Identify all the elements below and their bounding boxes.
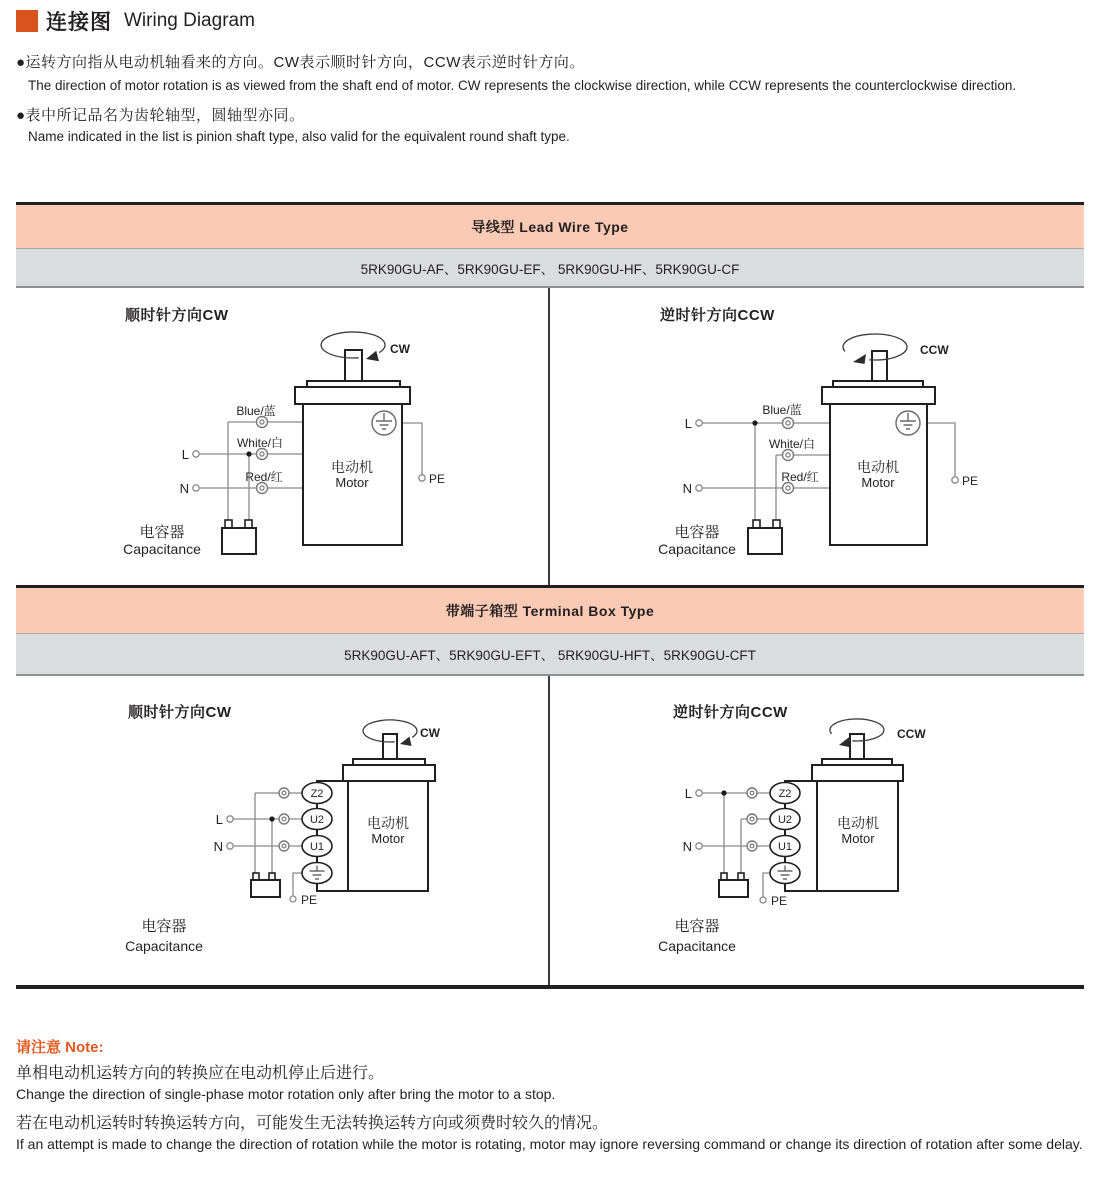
motor-label-zh: 电动机 [857, 459, 899, 475]
label-CW: CW [420, 726, 440, 740]
label-L: L [181, 447, 189, 462]
label-L: L [684, 786, 692, 801]
terminal-label-z2: Z2 [310, 788, 324, 800]
bullet-2-zh: ●表中所记品名为齿轮轴型，圆轴型亦同。 [16, 107, 305, 124]
label-CCW: CCW [920, 343, 949, 357]
ground-icon [896, 411, 920, 435]
terminal-PE [760, 897, 766, 903]
red-wire-label: Red/红 [781, 470, 819, 484]
white-wire-label: White/白 [768, 437, 816, 451]
label-N: N [213, 839, 223, 854]
terminal-PE [419, 475, 425, 481]
red-wire-label: Red/红 [245, 470, 283, 484]
note-line-2-en: If an attempt is made to change the direction of rotation while the motor is rotating, motor may ignore reversing command or change its direction of rotation after some delay. [16, 1136, 1083, 1152]
terminal-L [227, 816, 233, 822]
motor-label-en: Motor [371, 831, 405, 846]
label-PE: PE [962, 474, 979, 488]
page-title-zh: 连接图 [46, 11, 112, 34]
lead-cw-title: 顺时针方向CW [125, 307, 229, 324]
label-PE: PE [429, 472, 446, 486]
bullet-2-en: Name indicated in the list is pinion shaft type, also valid for the equivalent round shaft type. [28, 129, 570, 144]
label-L: L [684, 416, 692, 431]
terminal-L [193, 451, 199, 457]
motor-label-en: Motor [861, 475, 895, 490]
section2-models: 5RK90GU-AFT、5RK90GU-EFT、 5RK90GU-HFT、5RK90GU-CFT [16, 633, 1084, 676]
label-PE: PE [301, 893, 318, 907]
capacitor [222, 520, 256, 554]
ground-icon [372, 411, 396, 435]
blue-wire-label: Blue/蓝 [236, 404, 276, 418]
motor-label-en: Motor [335, 475, 369, 490]
terminal-label-u2: U2 [777, 814, 793, 826]
terminal-label-u1: U1 [309, 841, 325, 853]
motor-body [822, 351, 935, 545]
section2-header: 带端子箱型 Terminal Box Type [16, 588, 1084, 633]
terminal-label-u1: U1 [777, 841, 793, 853]
junction-dot [721, 790, 726, 795]
section1-header: 导线型 Lead Wire Type [16, 205, 1084, 248]
note-line-1-zh: 单相电动机运转方向的转换应在电动机停止后进行。 [16, 1065, 385, 1082]
orange-square-icon [16, 10, 38, 32]
motor-label-zh: 电动机 [331, 459, 373, 475]
label-N: N [179, 481, 189, 496]
terminal-N [193, 485, 199, 491]
bullet-1-en: The direction of motor rotation is as viewed from the shaft end of motor. CW represents the clockwise direction, while CCW represents the counterclockwise direction. [28, 78, 1017, 93]
junction-dot [269, 816, 274, 821]
lead-connector-icons [747, 788, 757, 851]
terminal-N [696, 485, 702, 491]
white-wire-label: White/白 [236, 436, 284, 450]
capacitor [748, 520, 782, 554]
terminal-label-z2: Z2 [778, 788, 792, 800]
lead-wire-cw-diagram [16, 288, 549, 585]
terminal-L [696, 420, 702, 426]
lead-wire-ccw-diagram [549, 288, 1084, 585]
blue-wire-label: Blue/蓝 [762, 403, 802, 417]
capacitor-label-zh: 电容器 [674, 918, 720, 935]
junction-dot [246, 451, 251, 456]
section2-bottom-rule [16, 985, 1084, 989]
capacitor [719, 873, 748, 897]
motor-body [317, 734, 435, 891]
label-CW: CW [390, 342, 410, 356]
motor-label-zh: 电动机 [367, 815, 409, 831]
rotation-arrow-ccw [843, 334, 907, 364]
terminal-N [696, 843, 702, 849]
motor-label-zh: 电动机 [837, 815, 879, 831]
terminal-N [227, 843, 233, 849]
capacitor-label-en: Capacitance [123, 541, 201, 557]
label-CCW: CCW [897, 727, 926, 741]
page-title [16, 6, 255, 36]
terminal-L [696, 790, 702, 796]
terminal-cw-title: 顺时针方向CW [128, 704, 232, 721]
capacitor-label-zh: 电容器 [674, 524, 720, 541]
motor-label-en: Motor [841, 831, 875, 846]
capacitor [251, 873, 280, 897]
terminal-box-cw-diagram [16, 676, 549, 985]
page-title-en: Wiring Diagram [124, 10, 255, 31]
section1-models: 5RK90GU-AF、5RK90GU-EF、 5RK90GU-HF、5RK90GU-CF [16, 248, 1084, 288]
bullet-1-zh: ●运转方向指从电动机轴看来的方向。CW表示顺时针方向，CCW表示逆时针方向。 [16, 54, 585, 71]
label-PE: PE [771, 894, 788, 908]
terminal-PE [952, 477, 958, 483]
terminal-label-u2: U2 [309, 814, 325, 826]
lead-connector-icons [279, 788, 289, 851]
note-line-1-en: Change the direction of single-phase motor rotation only after bring the motor to a stop. [16, 1086, 556, 1102]
lead-ccw-title: 逆时针方向CCW [660, 307, 775, 324]
capacitor-label-en: Capacitance [658, 938, 736, 954]
terminal-box-ccw-diagram [549, 676, 1084, 985]
capacitor-label-en: Capacitance [658, 541, 736, 557]
note-line-2-zh: 若在电动机运转时转换运转方向，可能发生无法转换运转方向或须费时较久的情况。 [16, 1115, 609, 1132]
note-heading: 请注意 Note: [16, 1039, 104, 1056]
capacitor-label-en: Capacitance [125, 938, 203, 954]
motor-body [295, 350, 410, 545]
label-N: N [682, 481, 692, 496]
junction-dot [752, 420, 757, 425]
capacitor-label-zh: 电容器 [139, 524, 185, 541]
label-N: N [682, 839, 692, 854]
rotation-arrow-cw [363, 720, 417, 746]
terminal-ccw-title: 逆时针方向CCW [673, 704, 788, 721]
label-L: L [215, 812, 223, 827]
motor-body [785, 734, 903, 891]
capacitor-label-zh: 电容器 [141, 918, 187, 935]
terminal-PE [290, 896, 296, 902]
